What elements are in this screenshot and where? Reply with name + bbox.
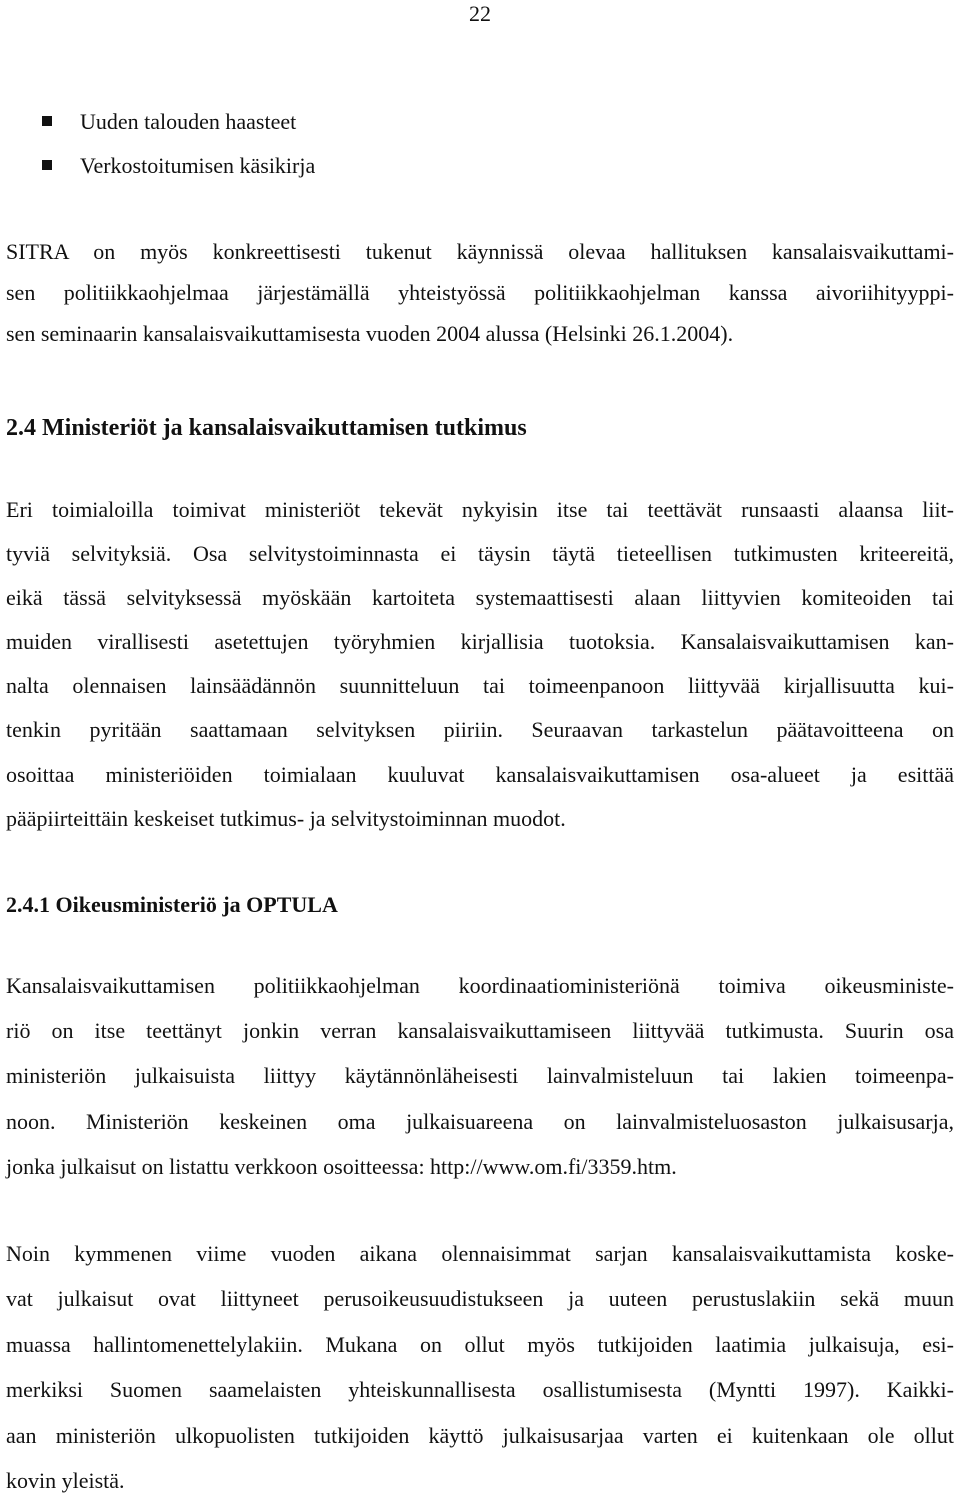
square-bullet-icon <box>42 116 52 126</box>
list-item-text: Verkostoitumisen käsikirja <box>80 153 316 178</box>
text-line: sen politiikkaohjelmaa järjestämällä yhteistyössä politiikkaohjelman kanssa aivoriihityyppi- <box>6 280 954 305</box>
text-line: ministeriön julkaisuista liittyy käytännönläheisesti lainvalmisteluun tai lakien toimeenpa- <box>6 1063 954 1089</box>
text-line: noon. Ministeriön keskeinen oma julkaisuareena on lainvalmisteluosaston julkaisusarja, <box>6 1108 954 1134</box>
text-line: pääpiirteittäin keskeiset tutkimus- ja selvitystoiminnan muodot. <box>6 805 566 831</box>
text-line: vat julkaisut ovat liittyneet perusoikeusuudistukseen ja uuteen perustuslakiin sekä muun <box>6 1286 954 1312</box>
page-number: 22 <box>469 1 491 26</box>
text-line: Noin kymmenen viime vuoden aikana olennaisimmat sarjan kansalaisvaikuttamista koske- <box>6 1241 954 1266</box>
text-line: Kansalaisvaikuttamisen politiikkaohjelman koordinaatioministeriönä toimiva oikeusministe- <box>6 973 954 998</box>
square-bullet-icon <box>42 160 52 170</box>
text-line: eikä tässä selvityksessä myöskään kartoiteta systemaattisesti alaan liittyvien komiteoiden tai <box>6 585 954 611</box>
text-line: kovin yleistä. <box>6 1468 125 1494</box>
section-heading-2-4: 2.4 Ministeriöt ja kansalaisvaikuttamisen tutkimus <box>6 415 527 441</box>
text-line: SITRA on myös konkreettisesti tukenut käynnissä olevaa hallituksen kansalaisvaikuttami- <box>6 239 954 264</box>
section-heading-2-4-1: 2.4.1 Oikeusministeriö ja OPTULA <box>6 892 338 917</box>
text-line: riö on itse teettänyt jonkin verran kansalaisvaikuttamiseen liittyvää tutkimusta. Suurin osa <box>6 1018 954 1044</box>
text-line: muassa hallintomenettelylakiin. Mukana on ollut myös tutkijoiden laatimia julkaisuja, esi- <box>6 1331 954 1357</box>
paragraph-ministeriot <box>6 488 954 841</box>
list-item <box>42 144 315 188</box>
text-line: aan ministeriön ulkopuolisten tutkijoiden käyttö julkaisusarjaa varten ei kuitenkaan ole ollut <box>6 1422 954 1448</box>
text-line: merkiksi Suomen saamelaisten yhteiskunnallisesta osallistumisesta (Myntti 1997). Kaikki- <box>6 1377 954 1403</box>
text-line: tenkin pyritään saattamaan selvityksen piiriin. Seuraavan tarkastelun päätavoitteena on <box>6 717 954 743</box>
list-item-text: Uuden talouden haasteet <box>80 109 297 134</box>
text-line: tyviä selvityksiä. Osa selvitystoiminnasta ei täysin täytä tieteellisen tutkimusten kriteereitä, <box>6 541 954 567</box>
text-line: osoittaa ministeriöiden toimialaan kuuluvat kansalaisvaikuttamisen osa-alueet ja esittää <box>6 761 954 787</box>
paragraph-julkaisusarja <box>6 1231 954 1503</box>
paragraph-oikeusministerio <box>6 963 954 1189</box>
text-line: jonka julkaisut on listattu verkkoon osoitteessa: http://www.om.fi/3359.htm. <box>6 1153 677 1179</box>
paragraph-sitra <box>6 231 954 354</box>
text-line: muiden virallisesti asetettujen työryhmien kirjallisia tuotoksia. Kansalaisvaikuttamisen kan- <box>6 629 954 655</box>
text-line: sen seminaarin kansalaisvaikuttamisesta vuoden 2004 alussa (Helsinki 26.1.2004). <box>6 321 734 346</box>
list-item <box>42 100 315 144</box>
text-line: nalta olennaisen lainsäädännön suunnitteluun tai toimeenpanoon liittyvää kirjallisuutta kui- <box>6 673 954 699</box>
text-line: Eri toimialoilla toimivat ministeriöt tekevät nykyisin itse tai teettävät runsaasti alaansa liit- <box>6 497 954 522</box>
bullet-list <box>42 100 315 188</box>
